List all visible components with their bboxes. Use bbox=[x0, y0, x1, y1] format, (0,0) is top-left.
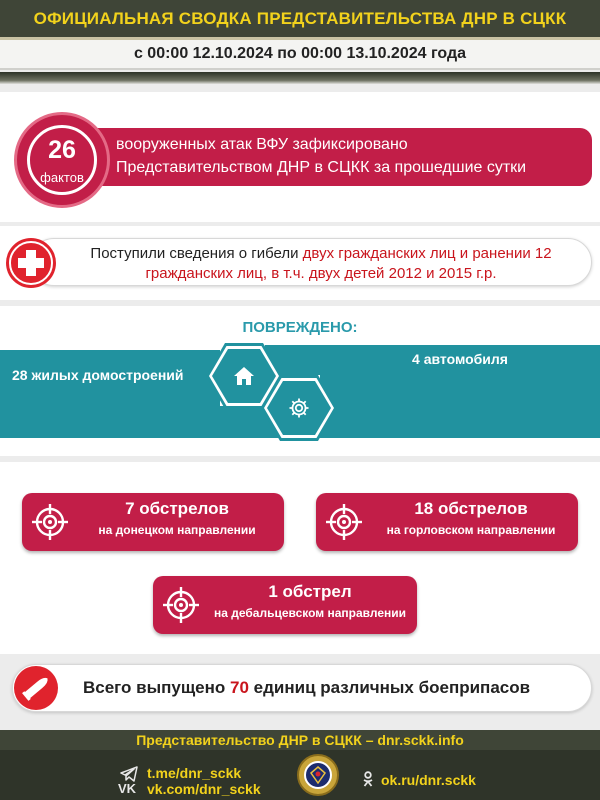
shelling-direction: на дебальцевском направлении bbox=[213, 606, 407, 620]
casualties-prefix: Поступили сведения о гибели bbox=[90, 245, 303, 262]
damaged-title: ПОВРЕЖДЕНО: bbox=[242, 319, 358, 336]
shelling-card-gorlovka bbox=[316, 493, 578, 551]
shelling-count: 7 обстрелов bbox=[125, 499, 229, 518]
target-icon bbox=[161, 585, 201, 625]
target-icon bbox=[30, 502, 70, 542]
emblem-logo bbox=[297, 754, 339, 796]
telegram-icon bbox=[120, 766, 138, 782]
attacks-unit: фактов bbox=[40, 170, 84, 185]
cars-count: 4 автомобиля bbox=[412, 351, 508, 367]
gear-icon bbox=[287, 396, 311, 420]
total-prefix: Всего выпущено bbox=[83, 678, 231, 697]
telegram-link[interactable]: t.me/dnr_sckk bbox=[147, 765, 242, 781]
vk-link[interactable]: vk.com/dnr_sckk bbox=[147, 781, 261, 797]
ok-link[interactable]: ok.ru/dnr.sckk bbox=[381, 772, 476, 788]
casualties-highlight: двух гражданских лиц и ранении 12 гражданских лиц, в т.ч. двух детей 2012 и 2015 г.р. bbox=[145, 245, 552, 282]
page-title: ОФИЦИАЛЬНАЯ СВОДКА ПРЕДСТАВИТЕЛЬСТВА ДНР В СЦКК bbox=[33, 9, 567, 28]
attacks-description bbox=[80, 128, 592, 186]
shelling-count: 18 обстрелов bbox=[414, 499, 528, 518]
bullet-icon bbox=[14, 666, 58, 710]
period-band bbox=[0, 40, 600, 70]
footer-title: Представительство ДНР в СЦКК – dnr.sckk.info bbox=[136, 732, 464, 748]
total-number: 70 bbox=[230, 678, 249, 697]
footer-title-bar bbox=[0, 730, 600, 750]
attacks-count: 26 bbox=[48, 136, 76, 164]
total-ammo-text bbox=[83, 678, 530, 698]
report-period: с 00:00 12.10.2024 по 00:00 13.10.2024 года bbox=[133, 45, 467, 62]
attacks-line-1: вооруженных атак ВФУ зафиксировано bbox=[116, 136, 408, 153]
houses-count: 28 жилых домостроений bbox=[12, 367, 184, 383]
shelling-direction: на горловском направлении bbox=[386, 523, 556, 537]
shelling-card-debaltsevo bbox=[153, 576, 417, 634]
shelling-card-donetsk bbox=[22, 493, 284, 551]
vk-icon: VK bbox=[118, 781, 137, 796]
header-bar bbox=[0, 0, 600, 40]
target-icon bbox=[324, 502, 364, 542]
header-divider bbox=[0, 72, 600, 84]
shelling-count: 1 обстрел bbox=[268, 582, 352, 601]
shelling-direction: на донецком направлении bbox=[98, 523, 256, 537]
attacks-count-badge bbox=[14, 112, 110, 208]
casualties-box bbox=[30, 238, 592, 286]
house-icon bbox=[232, 364, 256, 388]
attacks-line-2: Представительством ДНР в СЦКК за прошедшие сутки bbox=[116, 159, 527, 176]
total-ammo-box bbox=[12, 664, 592, 712]
total-suffix: единиц различных боеприпасов bbox=[248, 678, 531, 697]
ok-icon bbox=[362, 771, 374, 787]
medical-cross-icon bbox=[6, 238, 56, 288]
